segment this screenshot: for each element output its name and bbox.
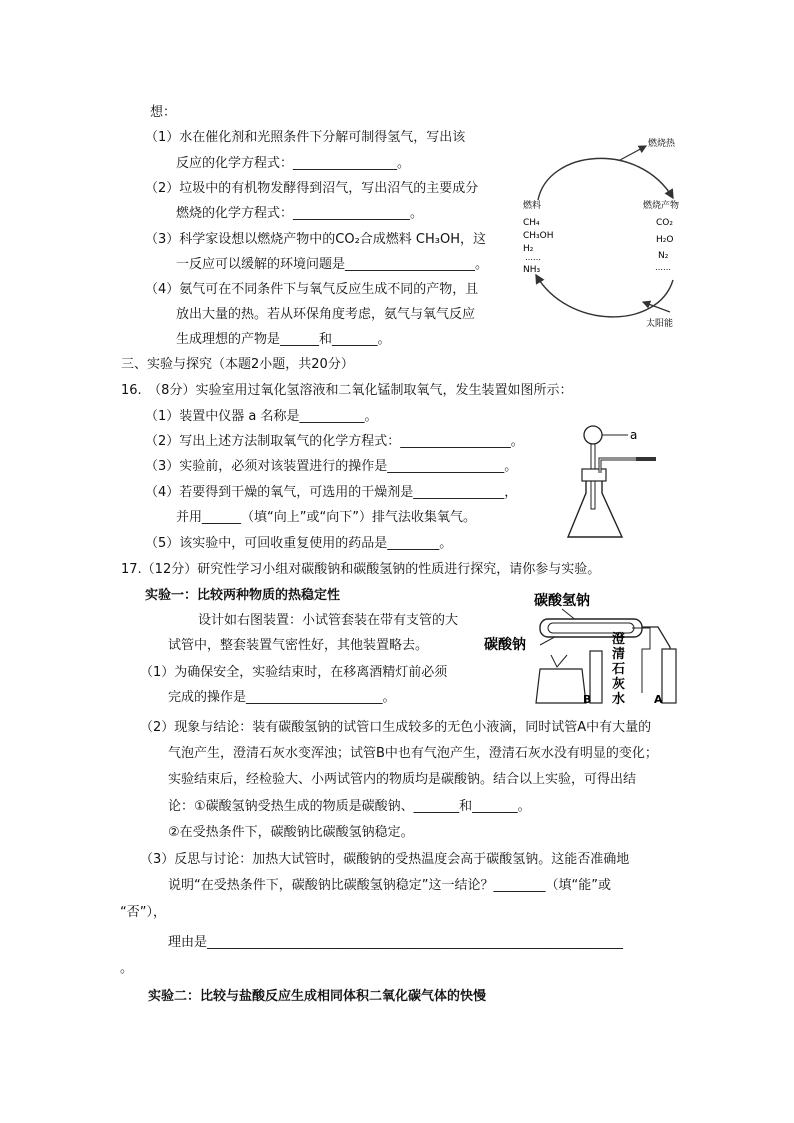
cycle-bottom-arc: [536, 275, 673, 317]
q16-item1: （1）装置中仪器 a 名称是__________。: [145, 409, 378, 424]
cycle-heat-label: 燃烧热: [648, 139, 676, 149]
cycle-solar-label: 太阳能: [646, 319, 674, 329]
limewater-char-1: 澄: [612, 632, 626, 647]
inner-tube-to-B: [632, 628, 650, 693]
exp1-design-line1: 设计如右图装置：小试管套装在带有支管的大: [198, 613, 459, 628]
q16-stem: 16. （8分）实验室用过氧化氢溶液和二氧化锰制取氧气，发生装置如图所示：: [121, 383, 573, 398]
q16-item3: （3）实验前，必须对该装置进行的操作是__________________。: [145, 459, 518, 474]
bicarbonate-label: 碳酸氢钠: [534, 593, 590, 609]
q17-item2-line1: （2）现象与结论：装有碳酸氢钠的试管口生成较多的无色小液滴，同时试管A中有大量的: [140, 720, 652, 735]
product-n2: N₂: [658, 251, 669, 261]
exp1-title: 实验一：比较两种物质的热稳定性: [145, 588, 341, 603]
stopper: [582, 469, 606, 481]
cycle-products-label: 燃烧产物: [643, 201, 680, 211]
intro-fragment: 想：: [150, 105, 177, 120]
q17-item1-line2: 完成的操作是_____________________。: [168, 690, 396, 705]
limewater-char-5: 水: [612, 692, 626, 707]
limewater-char-4: 灰: [612, 677, 626, 692]
q15-item2-line2: 燃烧的化学方程式：__________________。: [176, 206, 424, 221]
q15-item3-line1: （3）科学家设想以燃烧产物中的CO₂合成燃料 CH₃OH，这: [145, 232, 486, 247]
fuel-h2: H₂: [523, 244, 534, 254]
q15-item4-line3: 生成理想的产物是______和_______。: [176, 332, 391, 347]
exp2-title: 实验二：比较与盐酸反应生成相同体积二氧化碳气体的快慢: [148, 989, 487, 1004]
label-A: A: [654, 693, 663, 706]
q17-item2-line4: 论：①碳酸氢钠受热生成的物质是碳酸钠、_______和_______。: [168, 799, 531, 814]
product-h2o: H₂O: [656, 235, 674, 245]
product-ellipsis: ……: [655, 263, 671, 272]
q15-item3-line2: 一反应可以缓解的环境问题是____________________。: [176, 257, 489, 272]
q17-stem: 17.（12分）研究性学习小组对碳酸钠和碳酸氢钠的性质进行探究，请你参与实验。: [121, 562, 601, 577]
rubber-tube: [636, 457, 656, 461]
q17-item3-line1: （3）反思与讨论：加热大试管时，碳酸钠的受热温度会高于碳酸氢钠。这能否准确地: [140, 852, 630, 867]
q17-item1-line1: （1）为确保安全，实验结束时，在移离酒精灯前必须: [140, 665, 448, 680]
label-a: a: [630, 428, 638, 442]
q17-item3-line5: 。: [120, 961, 134, 976]
q15-item1-line2: 反应的化学方程式：________________。: [176, 156, 411, 171]
fuel-ch3oh: CH₃OH: [523, 231, 554, 241]
q17-item2-line2: 气泡产生，澄清石灰水变浑浊；试管B中也有气泡产生，澄清石灰水没有明显的变化；: [168, 746, 658, 761]
tube-A: [662, 649, 676, 703]
q15-item1-line1: （1）水在催化剂和光照条件下分解可制得氢气，写出该: [145, 130, 466, 145]
alcohol-lamp: [536, 669, 586, 703]
q16-item4-line1: （4）若要得到干燥的氧气，可选用的干燥剂是______________，: [145, 485, 518, 500]
q17-item3-line3: “否”），: [120, 905, 166, 920]
section-3-heading: 三、实验与探究（本题2小题，共20分）: [121, 357, 354, 372]
fuel-ch4: CH₄: [523, 218, 540, 228]
q16-item5: （5）该实验中，可回收重复使用的药品是________。: [145, 536, 453, 551]
tube-B: [590, 651, 602, 703]
cycle-top-arc: [538, 158, 673, 200]
flame: [551, 655, 567, 667]
fuel-nh3: NH₃: [523, 265, 541, 275]
q15-item4-line2: 放出大量的热。若从环保角度考虑，氨气与氧气反应: [176, 307, 476, 322]
delivery-tube-inner: [600, 459, 656, 473]
heating-apparatus-figure: [482, 585, 682, 711]
limewater-char-2: 清: [612, 647, 626, 662]
product-co2: CO₂: [656, 218, 673, 228]
funnel-bulb: [584, 426, 602, 444]
q15-item2-line1: （2）垃圾中的有机物发酵得到沼气，写出沼气的主要成分: [145, 181, 479, 196]
q17-item2-line5: ②在受热条件下，碳酸钠比碳酸氢钠稳定。: [168, 825, 414, 840]
exp1-design-line2: 试管中，整套装置气密性好，其他装置略去。: [168, 638, 429, 653]
carbonate-label: 碳酸钠: [484, 637, 526, 653]
energy-cycle-figure: [508, 130, 713, 338]
limewater-char-3: 石: [612, 662, 626, 677]
q16-item4-line2: 并用______（填“向上”或“向下”）排气法收集氧气。: [176, 510, 476, 525]
heat-arrow: [620, 146, 646, 160]
q17-item3-line2: 说明“在受热条件下，碳酸钠比碳酸氢钠稳定”这一结论？________（填“能”或: [168, 878, 611, 893]
fuel-ellipsis: ……: [525, 253, 541, 262]
q16-item2: （2）写出上述方法制取氧气的化学方程式：_________________。: [145, 434, 524, 449]
q17-item3-line4: 理由是________________________________________________________________: [168, 935, 624, 950]
delivery-tube: [600, 459, 656, 473]
flask-apparatus-figure: [560, 415, 680, 545]
cycle-fuel-label: 燃料: [523, 201, 542, 211]
q17-item2-line3: 实验结束后，经检验大、小两试管内的物质均是碳酸钠。结合以上实验，可得出结: [168, 772, 637, 787]
q15-item4-line1: （4）氨气可在不同条件下与氧气反应生成不同的产物，且: [145, 282, 479, 297]
label-B: B: [583, 693, 592, 706]
